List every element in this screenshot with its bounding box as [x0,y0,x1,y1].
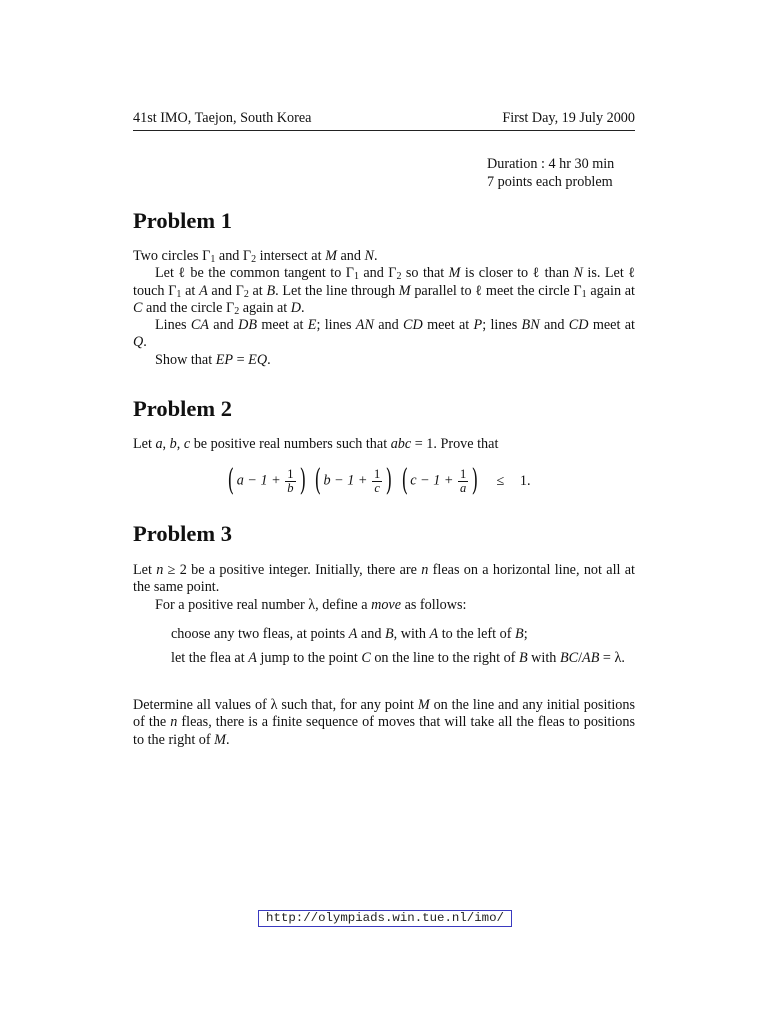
problem-1-title: Problem 1 [133,208,232,233]
inequality-factor: ( a − 1 + $\frac{1}{b}$ ) [227,463,306,498]
inequality-factor: ( b − 1 + $\frac{1}{c}$ ) [314,463,393,498]
move-rule-2: let the flea at A jump to the point C on the line to the right of B with BC/AB = λ. [171,650,625,666]
header-date: First Day, 19 July 2000 [502,110,635,126]
inequality-relation: ≤ [496,472,505,489]
inequality-factor: ( c − 1 + $\frac{1}{a}$ ) [401,463,479,498]
problem-1-text [133,248,635,369]
problem-2-title: Problem 2 [133,396,232,421]
page-header [133,110,635,131]
problem-1-line: Let ℓ be the common tangent to $\Gamma_1$ and $\Gamma_2$ so that M is closer to ℓ than N is. Let ℓ touch $\Gamma_1$ at A and $\Gamma_2$ at B. Let the line through M parallel to ℓ meet the circle $\Gamma_1$ again at C and the circle $\Gamma_2$ again at D. [133,265,635,317]
problem-3-paragraph: Let n ≥ 2 be a positive integer. Initially, there are n fleas on a horizontal line, not all at the same point. [133,562,636,596]
header-competition: 41st IMO, Taejon, South Korea [133,110,312,126]
problem-1-line: Lines CA and DB meet at E; lines AN and CD meet at P; lines BN and CD meet at Q. [133,317,635,351]
problem-3-paragraph: For a positive real number λ, define a move as follows: [155,596,467,613]
move-rule-1: choose any two fleas, at points A and B, with A to the left of B; [171,626,528,642]
points-text: 7 points each problem [487,174,613,190]
problem-3-text [133,562,635,614]
problem-2-intro: Let a, b, c be positive real numbers such that abc = 1. Prove that [133,436,499,452]
problem-3-question: Determine all values of λ such that, for any point M on the line and any initial positions of the n fleas, there is a finite sequence of moves that will take all the fleas to positions to the right of M. [133,697,635,748]
problem-1-line: Show that EP = EQ. [155,351,271,368]
problem-1-line: Two circles $\Gamma_1$ and $\Gamma_2$ intersect at M and N. [133,248,378,265]
footer-link[interactable]: http://olympiads.win.tue.nl/imo/ [258,910,512,927]
exam-info [487,155,614,191]
duration-text: Duration : 4 hr 30 min [487,156,615,172]
problem-3-title: Problem 3 [133,521,232,546]
inequality-rhs: 1. [519,472,531,489]
inequality [225,463,531,506]
